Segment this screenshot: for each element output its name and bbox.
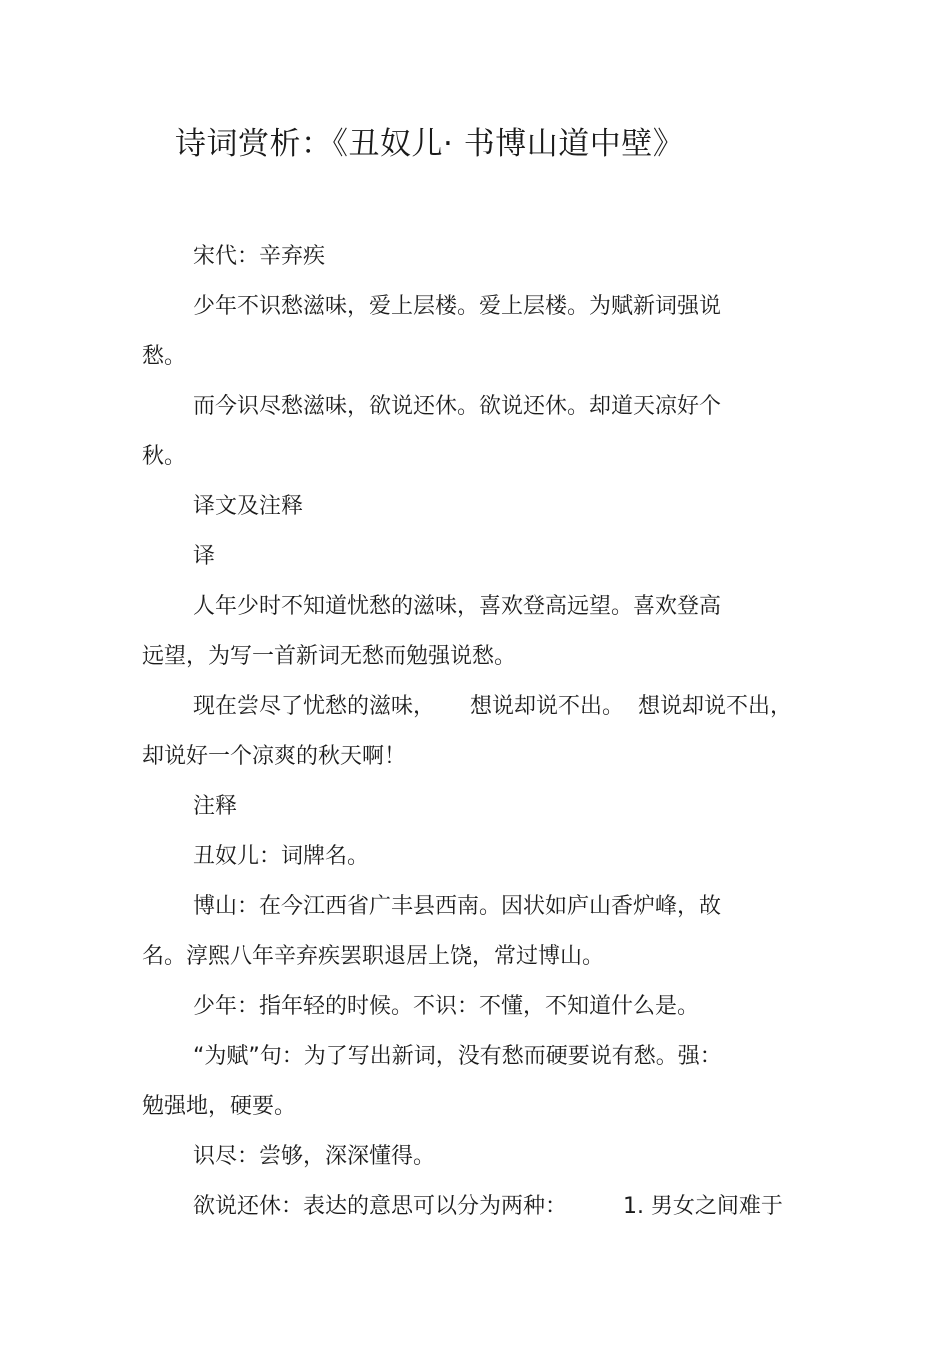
note-line: 欲说还休：表达的意思可以分为两种： 1. 男女之间难于 xyxy=(193,1194,783,1219)
paragraph-line: 现在尝尽了忧愁的滋味， 想说却说不出。 想说却说不出， xyxy=(193,694,792,719)
paragraph-line-continued: 却说好一个凉爽的秋天啊！ xyxy=(142,744,407,769)
subsection-heading: 译 xyxy=(193,544,216,569)
note-line: “为赋”句：为了写出新词，没有愁而硬要说有愁。强： xyxy=(193,1044,722,1069)
poem-line-continued: 秋。 xyxy=(142,444,187,469)
note-line-continued: 勉强地，硬要。 xyxy=(142,1094,297,1119)
document-title: 诗词赏析：《丑奴儿· 书博山道中壁》 xyxy=(175,126,685,162)
note-line: 博山：在今江西省广丰县西南。因状如庐山香炉峰，故 xyxy=(193,894,722,919)
paragraph-line: 人年少时不知道忧愁的滋味，喜欢登高远望。喜欢登高 xyxy=(193,594,722,619)
poem-line-continued: 愁。 xyxy=(142,344,187,369)
note-line: 少年：指年轻的时候。不识：不懂，不知道什么是。 xyxy=(193,994,700,1019)
poem-line: 少年不识愁滋味，爱上层楼。爱上层楼。为赋新词强说 xyxy=(193,294,722,319)
note-line: 丑奴儿：词牌名。 xyxy=(193,844,370,869)
author-line: 宋代：辛弃疾 xyxy=(193,244,326,269)
section-heading: 译文及注释 xyxy=(193,494,304,519)
note-line-continued: 名。淳熙八年辛弃疾罢职退居上饶，常过博山。 xyxy=(142,944,605,969)
note-line: 识尽：尝够，深深懂得。 xyxy=(193,1144,436,1169)
subsection-heading: 注释 xyxy=(193,794,238,819)
poem-line: 而今识尽愁滋味，欲说还休。欲说还休。却道天凉好个 xyxy=(193,394,722,419)
paragraph-line-continued: 远望，为写一首新词无愁而勉强说愁。 xyxy=(142,644,517,669)
